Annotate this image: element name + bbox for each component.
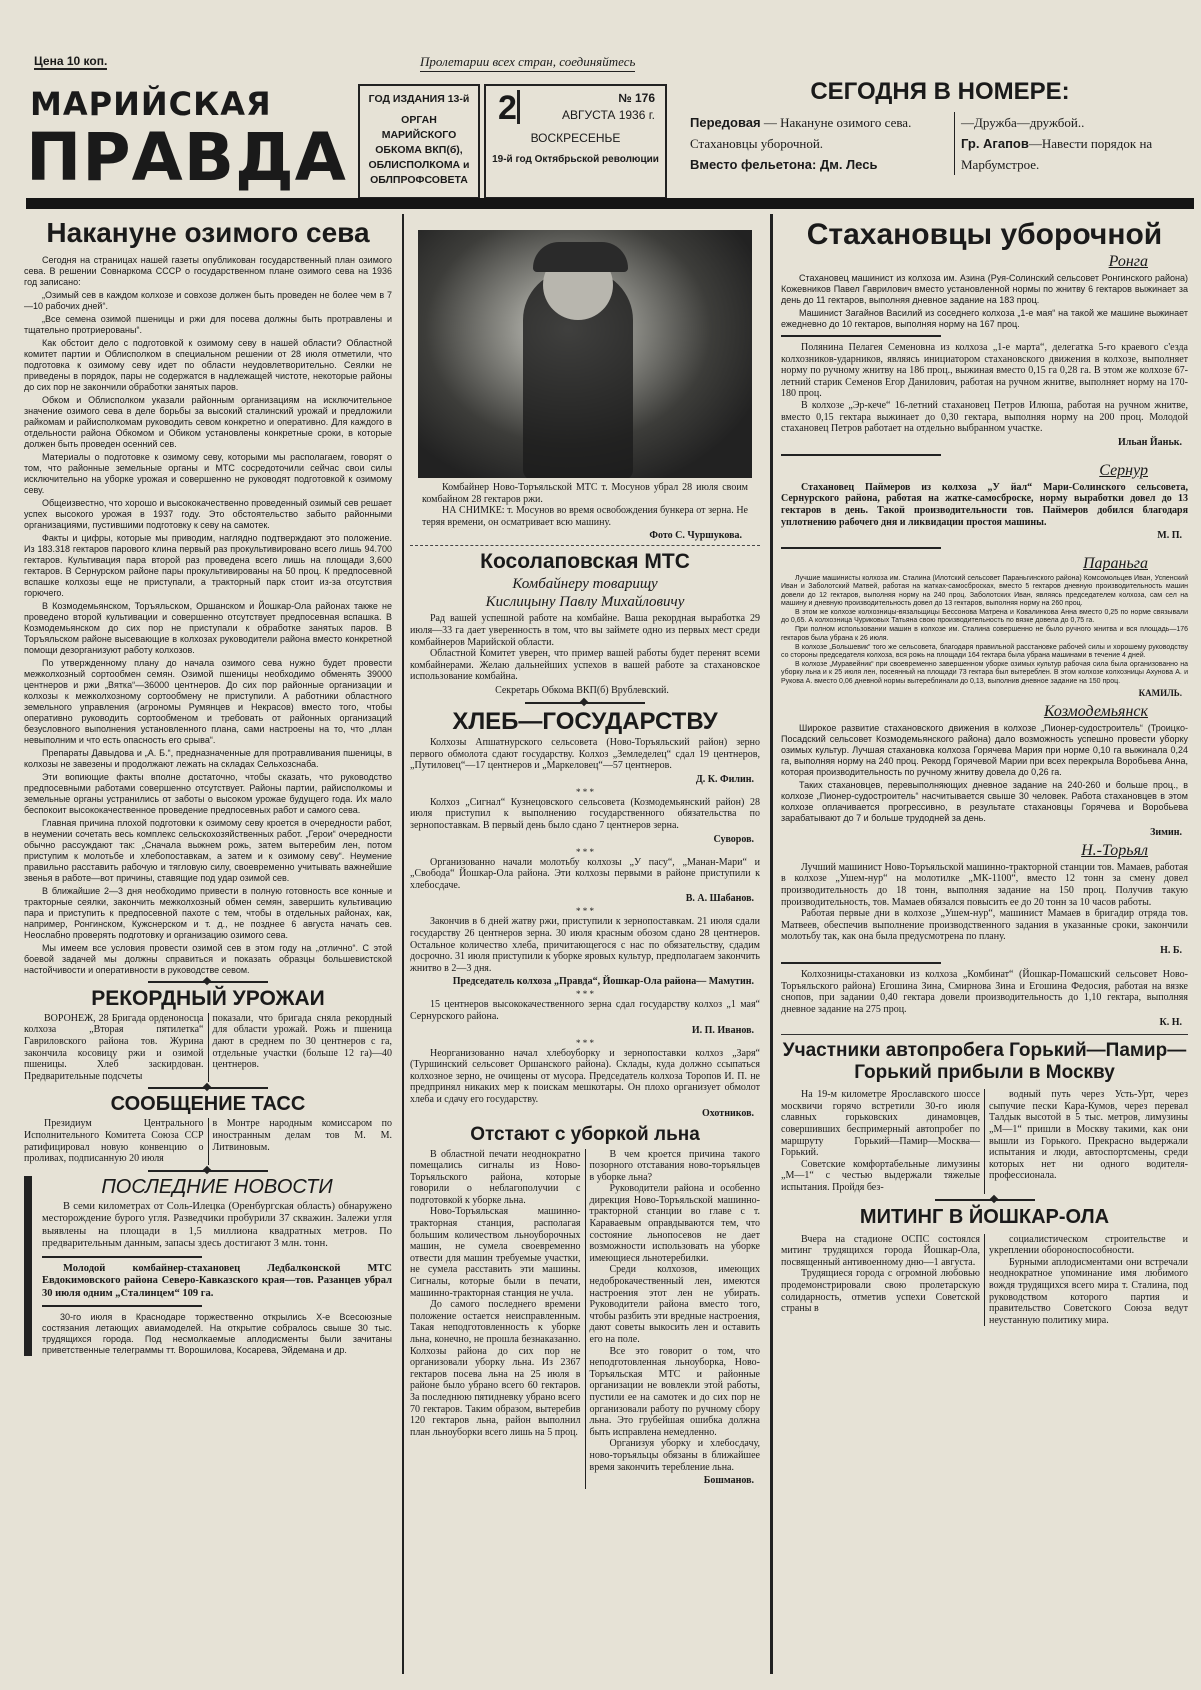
polyanina-paragraph: Полянина Пелагея Семеновна из колхоза „1-е марта“, делегатка 5-го краевого с'езда колхозников-ударников, являясь инициатором стахановского движения в колхозе, выполняет норму по ручному жнитву на 186 проц., выжиная вместо 0,15 га 0,28 га. В этом же колхозе 67-летний старик Семенов Егор Данилович, работая на ручном жнитве, выполняет норму на 170-180 проц. [781,342,1188,400]
flax-paragraph-list [410,1149,586,1490]
contents-item-label: Передовая [690,115,761,130]
masthead-rule [26,198,1194,209]
organ-line-list [360,113,478,188]
flax-paragraph: В областной печати неоднократно помещались сигналы из Ново-Торъяльского района, которые говорили о неблагополучии с подготовкой к уборке льна. [410,1148,581,1206]
organ-line: ОБЛПРОФСОВЕТА [370,174,468,186]
issue-number: № 176 [618,91,655,105]
revolution-year: 19-й год Октябрьской революции [492,154,659,165]
kosolap-paragraph: Рад вашей успешной работе на комбайне. Ваша рекордная выработка 29 июля—33 га дает уверенность в том, что вы займете одно из первых мест среди комбайнеров Марийской области. [410,613,760,648]
stakh-title: Стахановцы уборочной [806,218,1163,251]
contents-item [961,133,1190,175]
kozmo-signature: Зимин. [1150,826,1182,838]
newspaper-title-main: ПРАВДА [26,119,347,196]
paranga-paragraph: В колхозе „Муравейник“ при своевременно завершенном уборке озимых культур рабочая сила была организованно на уборку льна и к 25 июля лен, посеянный на площади 73 гектара был вытереблен. В этом колхозе колхозницы Ахунова А. и Рукова А. вместо 0,06 дневной нормы вытереблинали до 0,13, выполнив дневное задание на 150 проц. [781,661,1188,685]
contents-box [690,78,1190,175]
organ-line: ОБКОМА ВКП(б), [375,144,463,156]
photo-credit: Фото С. Чуршукова. [649,530,742,542]
autorace-paragraph: Советские комфортабельные лимузины „М—1“ с честью выдержали тяжелые испытания. Пройдя без- [781,1158,980,1194]
divider [148,981,268,983]
divider [42,1256,202,1258]
records-title: РЕКОРДНЫЙ УРОЖАИ [91,986,325,1010]
flax-paragraph: Среди колхозов, имеющих недоброкачественный лен, имеются настроения этот лен не убирать. Руководители района вместо того, чтобы разбить эти вредные настроения, дают советы выкосить лен и оставить его на поле. [589,1264,760,1345]
date-box [484,84,667,199]
flax-paragraph: Все это говорит о том, что неподготовленная льноуборка, Ново-Торъяльская МТС и районные организации не вовлекли этой работы, пустили ее на самотек и до сих пор не организовали работу по ручному сбору льна. Это грубейшая ошибка должна быть исправлена немедленно. [589,1345,760,1438]
flax-paragraph-list [590,1149,761,1474]
bread-item-signature: Охотников. [702,1107,754,1119]
editorial-paragraph: „Все семена озимой пшеницы и ржи для посева должны быть протравлены и тщательно протриерованы“. [24,313,392,335]
tass-text-left: Президиум Центрального Исполнительного Комитета Союза ССР ратифицировал новую конвенцию о проливах, подписанную 20 июля [24,1118,204,1165]
latest-news-item: Молодой комбайнер-стахановец Ледбалконской МТС Евдокимовского района Северо-Кавказского края—тов. Разанцев убрал 30 июля одним „Сталинцем“ 109 га. [42,1262,392,1299]
records-text-right: показали, что бригада сняла рекордный для области урожай. Рожь и пшеница дают в среднем по 30 центнеров с га, отдельные участки (больше 12 га)—40 центнеров. [212,1012,392,1071]
bread-item-text: 15 центнеров высококачественного зерна сдал государству колхоз „1 мая“ Сернурского района. [410,999,760,1022]
editorial-paragraph: Эти вопиющие факты вполне достаточно, чтобы сказать, что руководство предпосевными работами совершенно отсутствует. Районы партии, райисполкомы и земельные органы устранились от заботы о высоком урожае будущего года. Их мало беспокоит высококачественное проведение предпосевных работ и самого сева. [24,771,392,815]
autorace-title: Участники автопробега Горький—Памир—Горький прибыли в Москву [782,1040,1187,1084]
divider [781,1034,1188,1035]
meeting-paragraph: Трудящиеся города с огромной любовью продемонстрировали свою пролетарскую солидарность, отметив успехи Советской страны в [781,1268,980,1315]
flax-title: Отстают с уборкой льна [470,1123,700,1145]
bread-item-signature: В. А. Шабанов. [685,893,754,905]
bread-title: ХЛЕБ—ГОСУДАРСТВУ [452,708,718,736]
meeting-paragraph: Бурными аплодисментами они встречали неоднократное упоминание имя любимого вождя трудящихся всего мира т. Сталина, под руководством которого партия и правительство Советского Союза ведут неустанную политику мира. [989,1256,1188,1326]
bread-item-signature: Председатель колхоза „Правда“, Йошкар-Ола района— Мамутин. [452,976,754,988]
latest-news-item: 30-го июля в Краснодаре торжественно открылись X-е Всесоюзные состязания летающих авиамоделей. На открытие собралось свыше 30 тыс. трудящихся города. Под несмолкаемые аплодисменты были зачитаны приветственные телеграммы тт. Ворошилова, Косарева, Эйдемана и др. [42,1312,392,1356]
contents-col-1 [690,112,955,175]
kozmo-paragraph: Широкое развитие стахановского движения в колхозе „Пионер-судостроитель“ (Троицко-Посадский сельсовет Козмодемьянского района) дало возможность успешно провести уборку озимых культур. Лучшая стахановка колхоза Горячева Мария при норме 0,10 га выжинала 0,24 га, выполняя норму на 240 проц. Рекорд Горячевой Марии при всех перекрыла Воробьева Анна, которая производительность по ручному жнитву довела до 0,26 га. [781,722,1188,777]
tass-title: СООБЩЕНИЕ ТАСС [110,1093,306,1116]
contents-item-label: Гр. Агапов [961,136,1029,151]
meeting-paragraph: социалистическом строительстве и укреплении обороноспособности. [989,1233,1188,1257]
contents-item [690,154,950,175]
contents-item-label: Вместо фельетона: Дм. Лесь [690,157,878,172]
editorial-paragraph: Препараты Давыдова и „А. Б.“, предназначенные для протравливания пшеницы, в колхозы не завезены и продолжают лежать на складах Сельхозснаба. [24,747,392,769]
bread-item-text: Закончив в 6 дней жатву ржи, приступили к зернопоставкам. 21 июля сдали государству 26 центнеров зерна. 30 июля красным обозом сдано 28 центнеров. Остальное количество хлеба, причитающегося с нас по обязательству, сдадим досрочно. 31 июля приступили к уборке яровых культур, предполагаем закончить жнитво в 2—3 дня. [410,916,760,974]
meeting-paragraph: Вчера на стадионе ОСПС состоялся митинг трудящихся города Йошкар-Ола, посвященный антивоенному дню—1 августа. [781,1233,980,1268]
contents-col-2 [955,112,1190,175]
toryal-paragraph-list [781,862,1188,943]
divider [148,1087,268,1089]
bread-item-text: Колхоз „Сигнал“ Кузнецовского сельсовета (Козмодемьянский район) 28 июля приступил к выполнению государственного обязательства по зернопоставкам. В первый день было сдано 7 центнеров зерна. [410,796,760,831]
records-text-left: ВОРОНЕЖ, 28 Бригада орденоносца колхоза „Вторая пятилетка“ Гавриловского района тов. Журина закончила косовицу ржи и озимой пшеницы. Хлеб заскирдован. Предварительные подсчеты [24,1012,204,1082]
divider [781,962,941,964]
bread-item-signature: Суворов. [713,833,754,845]
tass-text-right: в Монтре народным комиссаром по иностранным делам тов М. М. Литвиновым. [212,1118,392,1153]
place-ronga: Ронга [1108,253,1148,270]
editorial-paragraph: Сегодня на страницах нашей газеты опубликован государственный план озимого сева. В решении Совнаркома СССР о государственном плане озимого сева на 1936 год записано: [24,254,392,287]
bread-items [410,737,760,1119]
flax-paragraph: Организуя уборку и хлебосдачу, ново-торъяльцы обязаны в ближайшее время закончить теребление льна. [589,1438,760,1473]
asterism-divider: * * * [576,846,594,857]
flax-paragraph: В чем кроется причина такого позорного отставания ново-торъяльцев в уборке льна? [589,1148,760,1183]
issue-month: АВГУСТА 1936 г. [562,108,655,122]
editorial-paragraph: Факты и цифры, которые мы приводим, наглядно подтверждают это положение. Из 183.318 гектаров парового клина первый раз прокультивировано всего лишь 94.700 гектаров. Культивация пара второй раз проведена всего лишь на площади 3,600 гектаров. В Сернурском районе пары прокультивированы на 50 проц. К предпосевной вспашке колхозы еще не приступали, а тракторный парк стоит из-за отсутствия горючего. [24,532,392,598]
divider [781,454,941,456]
divider [935,1199,1035,1201]
editorial-paragraph: Обком и Облисполком указали районным организациям на исключительное значение озимого сева в деле борьбы за высокий сталинский урожай и предложили райкомам и райисполкомам руководить севом конкретно и оперативно. Для каждого в отдельности района Обкомом и Обиком установлены конкретные сроки, в которые должен быть проведен осенний сев. [24,394,392,449]
editorial-paragraph: Главная причина плохой подготовки к озимому севу кроется в очередности работ, в неумении сочетать весь комплекс сельскохозяйственных работ. „Герои“ очередности обычно рассуждают так: „Сначала выжнем рожь, затем вытеребим лен, потом приступим к молотьбе и хлебопоставкам, а затем и к озимому севу“. Неумение правильно расставить рабочую и тягловую силу, своевременно учитывать важнейшие звенья в работе—вот причины, ставящие под удар озимой сев. [24,817,392,883]
editorial-paragraph: Общеизвестно, что хорошо и высококачественно проведенный озимый сев решает успех высокого урожая в 1937 году. Это обстоятельство забыто районными организациями, пустившими подготовку к севу на самотек. [24,497,392,530]
editorial-paragraph: По утвержденному плану до начала озимого сева нужно будет провести межколхозный сортообмен семян. Озимой пшеницы необходимо обменять 39000 центнеров и ржи „Вятка“—36000 центнеров. До сих пор районные организации и колхозы к межколхозному сортообмену не приступили. А работники областного земельного управления (агрономы Румянцев и Некрасов) вместо того, чтобы оперативно руководить сортообменом и требовать от районных организаций безусловного выполнения установленного плана, сами настроены на то, что „план невыполним и что есть опасность его срыва“. [24,657,392,745]
organ-line: МАРИЙСКОГО [381,129,457,141]
contents-item-text: —Навести порядок на Марбумстрое. [961,136,1153,172]
latest-news-title: ПОСЛЕДНИЕ НОВОСТИ [101,1175,333,1198]
meeting-paragraph-list [985,1234,1188,1327]
kozmo-paragraph-list [781,723,1188,824]
bread-item-text: Неорганизованно начал хлебоуборку и зернопоставки колхоз „Заря“ (Туршинский сельсовет Оршанского района). Склады, куда должно ссыпаться колхозное зерно, не очищены от мусора. Председатель колхоза Торопов И. П. не предпринял никаких мер к поискам мешкотары. Он плохо организует обмолот хлеба и сдачу его государству. [410,1047,760,1105]
divider [148,1170,268,1172]
paranga-paragraph: При полном использовании машин в колхозе им. Сталина совершенно не было ручного жнитва и вся площадь—176 гектаров была убрана к 26 июля. [781,626,1188,642]
divider [781,335,941,337]
asterism-divider: * * * [576,989,594,1000]
divider [525,702,645,704]
kosolap-paragraph: Областной Комитет уверен, что пример вашей работы будет перенят всеми комбайнерами. Желаю дальнейших успехов в вашей работе за стахановское использование комбайна. [410,648,760,683]
publisher-box [358,84,480,199]
polyanina-paragraph: В колхозе „Эр-кече“ 16-летний стахановец Петров Илюша, работая на ручном жнитве, вместо 0,15 гектара выжинает до 0,30 гектара, выполняя норму на 200 проц. Молодой стахановец Петров работает на отдельно выбранном участке. [781,399,1188,435]
latest-news-item: В семи километрах от Соль-Илецка (Оренбургская область) обнаружено месторождение бурого угля. Разведчики пробурили 37 скважин. Залежи угля выявлены на площади в 1,5 миллиона квадратных метров. По предварительным данным, запасы здесь достигают 3 млн. тонн. [42,1200,392,1250]
polyanina-signature: Ильан Йаньк. [1117,436,1182,448]
organ-line: ОБЛИСПОЛКОМА и [368,159,470,171]
paranga-paragraph-list [781,575,1188,686]
contents-title: СЕГОДНЯ В НОМЕРЕ: [810,78,1070,105]
motto: Пролетарии всех стран, соединяйтесь [420,54,635,72]
flax-paragraph: Ново-Торъяльская машинно-тракторная станция, располагая большим количеством льноуборочных машин, не сумела своевременно отвести для машин требуемые участки, не сумела расставить эти машины. Сигналы, которые были в печати, машинно-тракторная станция не учла. [410,1206,581,1299]
editorial-paragraph-list [24,255,392,976]
autorace-paragraph: На 19-м километре Ярославского шоссе москвичи горячо встретили 30-го июля славных горьковских динамовцев, совершивших беспримерный автопробег по маршруту Горький—Памир—Москва—Горький. [781,1089,980,1159]
contents-item [690,112,950,133]
editorial-paragraph: В ближайшие 2—3 дня необходимо привести в полную готовность все конные и тракторные сеялки, закончить межколхозный обмен семян, завершить культивацию пара и приступить к предпосевной пахоте с тем, чтобы в отдельных районах, как, например, Ронгинском, Кужснерском и т. д., не позднее 6 августа начать сев. Неослабно проверять подготовку и организацию озимого сева. [24,885,392,940]
price: Цена 10 коп. [34,54,108,68]
right-column [770,214,1192,1674]
ronga-paragraph: Стахановец машинист из колхоза им. Азина (Руя-Солинский сельсовет Ронгинского района) Кожевников Павел Гаврилович вместо установленной нормы по жнитву 6 гектаров выжинает за день до 11 гектаров, выполняя дневное задание на 183 проц. [781,273,1188,305]
polyanina-paragraph-list [781,342,1188,435]
asterism-divider: * * * [576,1037,594,1048]
meeting-paragraph-list [781,1234,985,1327]
place-toryal: Н.-Торьял [1081,841,1148,859]
editorial-title: Накануне озимого сева [46,217,370,248]
bread-item-text: Колхозы Апшатнурского сельсовета (Ново-Торъяльский район) зерно первого обмолота сдают государству. Колхоз „Земледелец“ сдал 19 центнеров, „Путиловец“—17 центнеров и „Маркеловец“—57 центнеров. [410,737,760,772]
place-sernur: Сернур [1099,461,1148,479]
photo-combine-operator [418,230,752,478]
divider [410,545,760,546]
paranga-paragraph: В этом же колхозе колхозницы-вязальщицы Бессонова Матрена и Ковалинкова Анна вместо 0,25 по норме связывали до 0,65. А колхозница Чуриковых Татьяна свою производительность по вязке довела до 0,75 га. [781,608,1188,625]
divider [42,1305,202,1307]
paranga-paragraph: В колхозе „Большевик“ того же сельсовета, благодаря правильной расстановке рабочей силы и хорошему руководству со стороны председателя колхоза, вся рожь на площади 164 гектара была убрана машинами в течение 4 дней. [781,643,1188,659]
kosolap-signature: Секретарь Обкома ВКП(б) Врублевский. [495,685,669,697]
autorace-paragraph-list [985,1089,1188,1193]
toryal-signature: Н. Б. [1160,944,1182,956]
publication-year: ГОД ИЗДАНИЯ 13-й [368,93,470,105]
editorial-paragraph: „Озимый сев в каждом колхозе и совхозе должен быть проведен не более чем в 7—10 рабочих дней“. [24,289,392,311]
issue-weekday: ВОСКРЕСЕНЬЕ [530,131,621,145]
newspaper-title-top: МАРИЙСКАЯ [30,85,272,123]
editorial-paragraph: Материалы о подготовке к озимому севу, которыми мы располагаем, говорят о том, что районные земельные органы и МТС сосредоточили сейчас свои силы исключительно на уборке урожая и совершенно не руководят подготовкой к озимому севу. [24,451,392,495]
ronga-paragraph-list [781,273,1188,330]
contents-item-text: — Накануне озимого сева. [760,115,912,130]
editorial-paragraph: Мы имеем все условия провести озимой сев в этом году на „отлично“. С этой боевой задачей мы должны справиться и показать образцы большевистской настойчивости и оперативности в руководстве севом. [24,942,392,975]
paranga-signature: КАМИЛЬ. [1138,687,1182,698]
kozmo-paragraph: Таких стахановцев, перевыполняющих дневное задание на 240-260 и больше проц., в колхозе „Пионер-судостроитель“ насчитывается свыше 30 человек. Работа стахановцев в этом колхозе оплачивается прогрессивно, в результате стахановцы Горячева и Воробьева зарабатывают до 7 и больше трудодней за день. [781,779,1188,823]
kosolap-subtitle-line: Кислицыну Павлу Михайловичу [485,594,685,611]
left-column [24,214,398,1674]
contents-item [961,112,1190,133]
bread-item-signature: Д. К. Филин. [695,773,754,785]
issue-day: 2 [498,89,517,127]
asterism-divider: * * * [576,786,594,797]
bread-item-signature: И. П. Иванов. [691,1024,754,1036]
divider [781,547,941,549]
paranga-paragraph: Лучшие машинисты колхоза им. Сталина (Илотский сельсовет Параньгинского района) Комсомольцев Иван, Успенский Иван и Заболотский Матвей, работая на жатках-самосбросках, вместо 5 гектаров дневную производительность машин довели до 12 гектаров, выполняя норму на 240 проц. Заболотских Иван, являясь председателем колхоза, сам сел на машину и дневную производительность довел до 13 гектаров, выполняя норму на 260 проц. [781,575,1188,607]
kosolap-paragraph-list [410,613,760,683]
bread-item-text: Организованно начали молотьбу колхозы „У пасу“, „Манан-Мари“ и „Свобода“ Йошкар-Ола района. Эти колхозы первыми в районе приступили к хлебосдаче. [410,856,760,891]
contents-item [690,133,950,154]
flax-paragraph: До самого последнего времени положение остается неисправленным. Такая неподготовленность к уборке льна, конечно, не прошла безнаказанно. Колхозы района до сих пор не организовали уборку льна. Из 2367 гектаров посева льна на 25 июля в районе было убрано всего 60 гектаров. За последнюю пятидневку убрано всего 70 гектаров. Таким образом, вытеребив 120 гектаров льна, район выполнил план льноуборки всего лишь на 5 проц. [410,1299,581,1438]
toryal-paragraph: Работая первые дни в колхозе „Ушем-нур“, машинист Мамаев в бригадир отряда тов. Матвеев, обеспечив выполнение производственного задания в указанные сроки, закончили молотьбу так, как она была предусмотрена по плану. [781,908,1188,943]
sernur-signature: М. П. [1157,530,1182,542]
organ-line: ОРГАН [401,114,437,126]
sernur-paragraph-list [781,482,1188,528]
kosolap-subtitle [410,575,760,611]
middle-column [402,214,766,1674]
meeting-title: МИТИНГ В ЙОШКАР-ОЛА [859,1205,1110,1228]
photo-caption-2: НА СНИМКЕ: т. Мосунов во время освобождения бункера от зерна. Не теряя времени, он осматривает всю машину. [422,505,748,528]
flax-signature: Бошманов. [703,1475,754,1487]
contents-item-text: —Дружба—дружбой.. [961,115,1085,130]
flax-paragraph: Руководители района и особенно дирекция Ново-Торъяльской машинно-тракторной станции во главе с т. Караваевым оправдываются тем, что состояние льнопосевов не дает возможности использовать на уборке имеющиеся льнотеребилки. [589,1183,760,1264]
sernur-paragraph: Стахановец Паймеров из колхоза „У йал“ Мари-Солинского сельсовета, Сернурского района, работая на жатке-самосброске, норму выработки довел до 13 гектаров в день. Такой производительности тов. Паймеров добился благодаря уплотнению рабочего дня и ликвидации простоя машины. [781,481,1188,528]
place-paranga: Параньга [1082,555,1148,573]
asterism-divider: * * * [576,906,594,917]
kombinat-signature: К. Н. [1159,1017,1182,1029]
latest-news-block [24,1176,392,1357]
editorial-paragraph: В Козмодемьянском, Торъяльском, Оршанском и Йошкар-Ола районах также не проведено второй культивации и совершенно отсутствует предпосевная вспашка. В Козмодемьянском до сих пор не приступали к обработке занятых паров. В Торъяльском районе высевающие в колхозах руководители района вместо конкретной помощи дезорганизуют работу колхозов. [24,600,392,655]
editorial-paragraph: Как обстоит дело с подготовкой к озимому севу в нашей области? Областной комитет партии и Облисполком в специальном решении от 28 июля отметили, что подготовка к озимому севу идет по области неудовлетворительно. Сеялки не приведены в порядок, пары не содержатся в надлежащей чистоте, некоторые районы до сих пор не закончили обработки занятых паров. [24,337,392,392]
toryal-paragraph: Лучший машинист Ново-Торъяльской машинно-тракторной станции тов. Мамаев, работая в колхозе „Ушем-нур“ на молотилке „МК-1100“, вместо 12 тонн за смену довел производительность до 18 тонн, выполняя задание на 150 проц. Получив такую производительность, тов. Мамаев обязался повысить ее до 20 тонн за 10 часов работы. [781,861,1188,908]
photo-caption: Комбайнер Ново-Торъяльской МТС т. Мосунов убрал 28 июля своим комбайном 28 гектаров ржи. [422,482,748,505]
contents-item-text: Стахановцы уборочной. [690,136,824,151]
kosolap-subtitle-line: Комбайнеру товарищу [512,576,658,593]
kosolap-title: Косолаповская МТС [480,550,690,574]
kombinat-paragraph: Колхозницы-стахановки из колхоза „Комбинат“ (Йошкар-Помашский сельсовет Ново-Торъяльского района) Егошина Зина, Смирнова Зина и Егошина Федосия, работая на вязке снопов, при задании 0,40 гектара довели производительность до 1,10 гектара, выполняя дневное задание на 275 проц. [781,968,1188,1015]
kombinat-paragraph-list [781,969,1188,1015]
autorace-paragraph: водный путь через Усть-Урт, через сыпучие пески Кара-Кумов, через перевал Талдык высотой в 5 тыс. метров, лимузины „М—1“ пришли в Москву такими, как они вышли из Горького. Прекрасно выдержали испытания и люди, автоспортсмены, среди которых нет ни одного водителя-профессионала. [989,1089,1188,1182]
place-kozmodemyansk: Козмодемьянск [1043,702,1148,720]
autorace-paragraph-list [781,1089,985,1193]
ronga-paragraph: Машинист Загайнов Василий из соседнего колхоза „1-е мая“ на такой же машине выжинает ежедневно до 10 гектаров, выполняя норму на 167 проц. [781,308,1188,329]
